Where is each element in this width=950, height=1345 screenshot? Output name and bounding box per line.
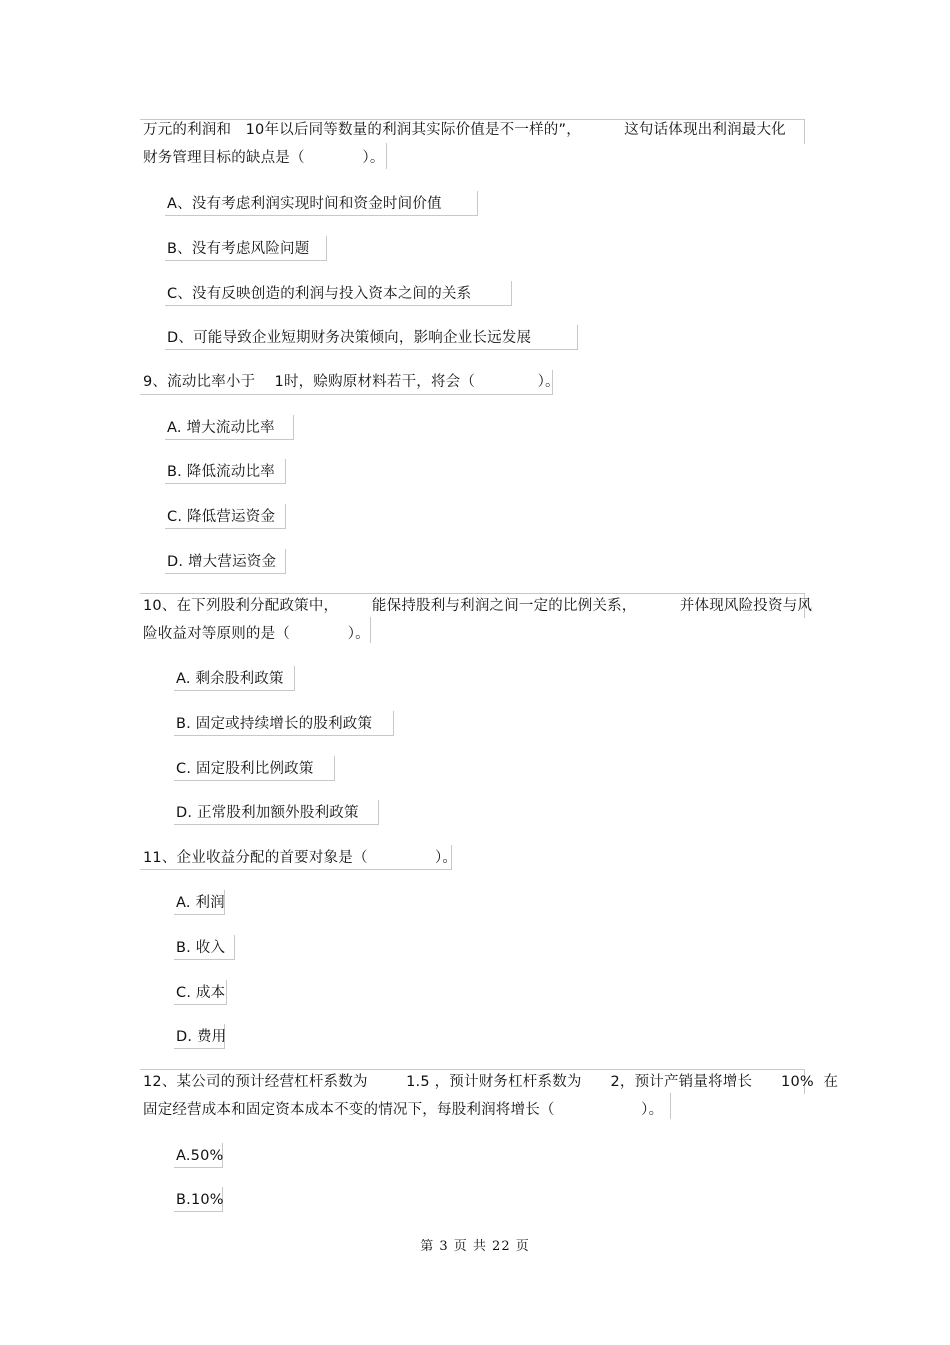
question-8-option-a: A、没有考虑利润实现时间和资金时间价值 [167, 196, 442, 212]
question-8-line-1: 万元的利润和 10年以后同等数量的利润其实际价值是不一样的”， 这句话体现出利润最大化 [143, 122, 786, 138]
question-8-option-b: B、没有考虑风险问题 [167, 241, 310, 257]
question-12-line-2: 固定经营成本和固定资本成本不变的情况下，每股利润将增长（ ）。 [143, 1102, 664, 1118]
question-12-line-1: 12、某公司的预计经营杠杆系数为 1.5 ，预计财务杠杆系数为 2，预计产销量将增长 10% 在 [143, 1074, 839, 1090]
question-10-line-2: 险收益对等原则的是（ ）。 [143, 626, 370, 642]
question-11-option-c: C. 成本 [176, 985, 226, 1001]
question-12-option-a: A.50% [176, 1148, 224, 1164]
question-9-stem: 9、流动比率小于 1时，赊购原材料若干，将会（ ）。 [143, 374, 560, 390]
question-8-line-2: 财务管理目标的缺点是（ ）。 [143, 150, 385, 166]
question-11-option-a: A. 利润 [176, 895, 225, 911]
question-9-option-a: A. 增大流动比率 [167, 420, 275, 436]
question-11-option-b: B. 收入 [176, 940, 226, 956]
question-10-option-d: D. 正常股利加额外股利政策 [176, 805, 359, 821]
question-10-option-c: C. 固定股利比例政策 [176, 761, 314, 777]
question-9-option-d: D. 增大营运资金 [167, 554, 277, 570]
question-8-option-c: C、没有反映创造的利润与投入资本之间的关系 [167, 286, 472, 302]
question-12-option-b: B.10% [176, 1192, 224, 1208]
question-11-stem: 11、企业收益分配的首要对象是（ ）。 [143, 850, 458, 866]
question-10-option-a: A. 剩余股利政策 [176, 671, 284, 687]
question-9-option-c: C. 降低营运资金 [167, 509, 276, 525]
question-8-option-d: D、可能导致企业短期财务决策倾向，影响企业长远发展 [167, 330, 532, 346]
question-10-option-b: B. 固定或持续增长的股利政策 [176, 716, 373, 732]
question-11-option-d: D. 费用 [176, 1029, 227, 1045]
question-9-option-b: B. 降低流动比率 [167, 464, 275, 480]
page-number: 第 3 页 共 22 页 [420, 1239, 530, 1254]
question-10-line-1: 10、在下列股利分配政策中， 能保持股利与利润之间一定的比例关系， 并体现风险投资与风 [143, 598, 813, 614]
